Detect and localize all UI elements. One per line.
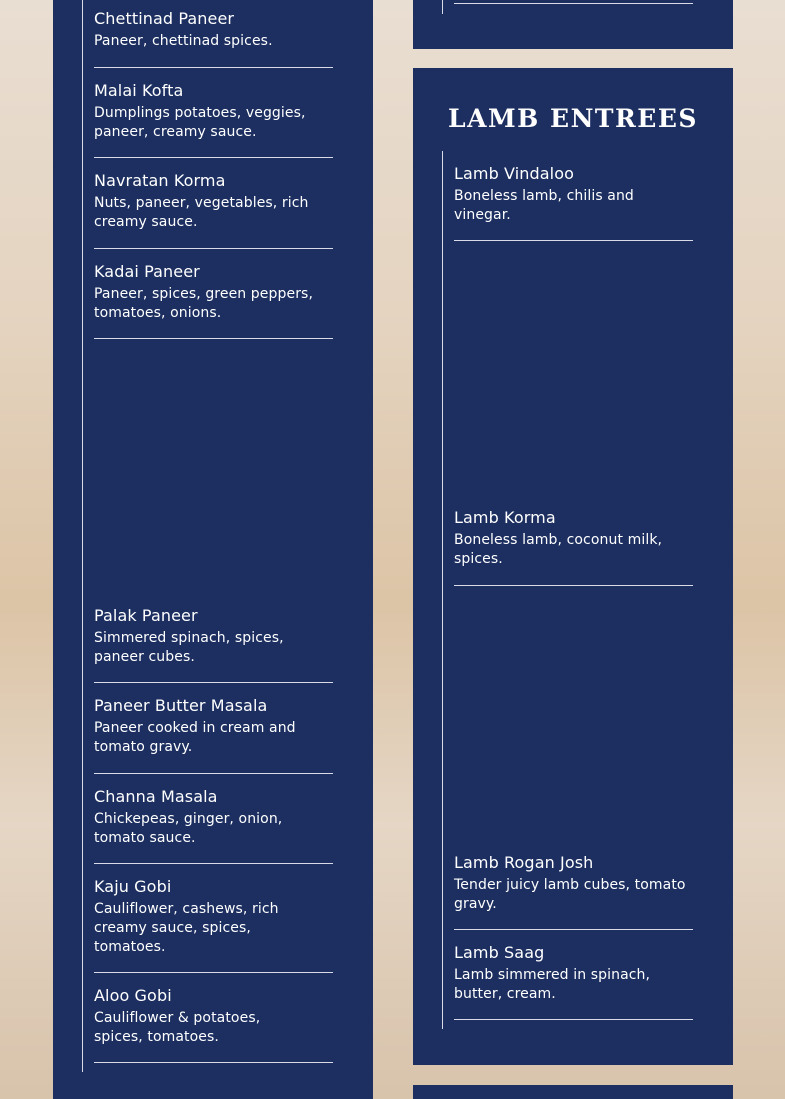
menu-item xyxy=(94,986,294,1047)
next-section-panel xyxy=(413,1085,733,1099)
menu-item xyxy=(94,171,333,232)
menu-divider xyxy=(94,338,333,339)
menu-item xyxy=(94,787,333,848)
menu-divider xyxy=(94,67,333,68)
menu-divider xyxy=(454,585,693,586)
menu-item xyxy=(454,164,654,225)
menu-item xyxy=(94,606,333,667)
menu-item-description: Dumplings potatoes, veggies, paneer, creamy sauce. xyxy=(94,105,306,140)
menu-item xyxy=(94,262,333,323)
menu-item-name: Navratan Korma xyxy=(94,171,226,190)
menu-item-description: Chickepeas, ginger, onion, tomato sauce. xyxy=(94,811,283,846)
menu-item-name: Kaju Gobi xyxy=(94,877,172,896)
menu-item-name: Lamb Korma xyxy=(454,508,556,527)
menu-divider xyxy=(94,1062,333,1063)
previous-section-panel xyxy=(413,0,733,49)
menu-divider xyxy=(454,240,693,241)
menu-item-description: Cauliflower, cashews, rich creamy sauce, spices, tomatoes. xyxy=(94,901,279,955)
vegetarian-menu-panel xyxy=(53,0,373,1099)
menu-item-description: Paneer, chettinad spices. xyxy=(94,33,273,49)
menu-vertical-rule xyxy=(442,151,443,1029)
menu-item xyxy=(94,877,294,957)
menu-item-name: Palak Paneer xyxy=(94,606,198,625)
menu-divider xyxy=(94,863,333,864)
section-title: LAMB ENTREES xyxy=(448,104,698,133)
menu-item-description: Nuts, paneer, vegetables, rich creamy sauce. xyxy=(94,195,309,230)
menu-item-description: Boneless lamb, chilis and vinegar. xyxy=(454,188,634,223)
lamb-entrees-panel xyxy=(413,68,733,1065)
menu-item-description: Cauliflower & potatoes, spices, tomatoes. xyxy=(94,1010,261,1045)
menu-item-description: Tender juicy lamb cubes, tomato gravy. xyxy=(454,877,686,912)
menu-item-description: Lamb simmered in spinach, butter, cream. xyxy=(454,967,651,1002)
menu-item-description: Paneer, spices, green peppers, tomatoes, onions. xyxy=(94,286,313,321)
menu-divider xyxy=(94,157,333,158)
menu-item-description: Simmered spinach, spices, paneer cubes. xyxy=(94,630,284,665)
menu-divider xyxy=(454,1019,693,1020)
menu-item-name: Chettinad Paneer xyxy=(94,9,235,28)
menu-divider xyxy=(94,682,333,683)
menu-item-name: Malai Kofta xyxy=(94,81,184,100)
menu-item-name: Aloo Gobi xyxy=(94,986,172,1005)
menu-item-name: Channa Masala xyxy=(94,787,218,806)
menu-item-description: Paneer cooked in cream and tomato gravy. xyxy=(94,720,296,755)
menu-divider xyxy=(454,929,693,930)
menu-item-name: Paneer Butter Masala xyxy=(94,696,268,715)
menu-item xyxy=(454,943,693,1004)
menu-vertical-rule xyxy=(442,0,443,14)
menu-item-name: Lamb Saag xyxy=(454,943,545,962)
menu-item-name: Kadai Paneer xyxy=(94,262,200,281)
menu-item xyxy=(94,81,333,142)
menu-divider xyxy=(454,3,693,4)
menu-divider xyxy=(94,972,333,973)
menu-divider xyxy=(94,773,333,774)
menu-item xyxy=(454,853,693,914)
menu-item xyxy=(94,9,333,51)
menu-item xyxy=(454,508,693,569)
menu-divider xyxy=(94,248,333,249)
menu-vertical-rule xyxy=(82,0,83,1072)
menu-item-name: Lamb Vindaloo xyxy=(454,164,575,183)
menu-item-description: Boneless lamb, coconut milk, spices. xyxy=(454,532,663,567)
menu-item-name: Lamb Rogan Josh xyxy=(454,853,594,872)
menu-item xyxy=(94,696,333,757)
